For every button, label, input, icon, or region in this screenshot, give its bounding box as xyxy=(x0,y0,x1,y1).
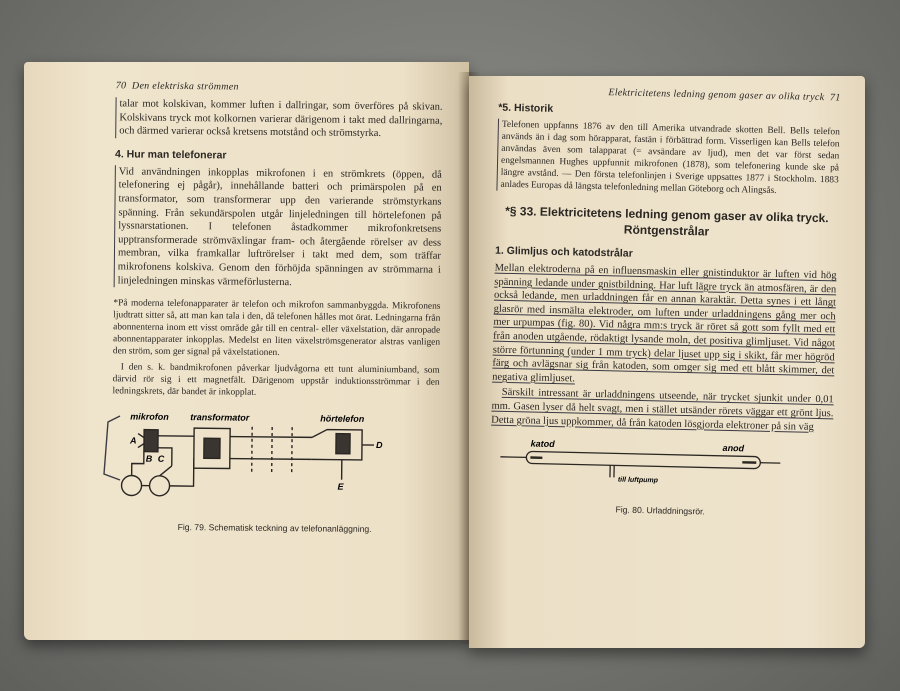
discharge-tube-svg xyxy=(490,435,791,500)
left-running-head xyxy=(116,80,443,94)
label-c: C xyxy=(157,453,165,464)
label-a: A xyxy=(129,435,137,446)
left-running-title: Den elektriska strömmen xyxy=(131,80,239,93)
label-luftpump: till luftpump xyxy=(617,476,658,485)
label-hortelefon: hörtelefon xyxy=(320,413,365,425)
left-figure-caption: Fig. 79. Schematisk teckning av telefonanläggning. xyxy=(177,522,372,535)
left-note-1: *På moderna telefonapparater är telefon och mikrofon sammanbyggda. Mikrofonens ljudtratt sitter så, att man kan tala i den, då telefonen hålles mot örat. Ledningarna från abonnenterna inom ett visst område går till en central- eller växelstation, där anropade abonnentapparater inkopplas. Medelst en liten växelströmsgenerator alstras vanligen den ström, som ger signal på växelstationen. xyxy=(112,298,441,359)
history-text: Telefonen uppfanns 1876 av den till Amerika utvandrade skotten Bell. Bells telefon används än i dag som hörapparat, fastän i förbättrad form. Visserligen kan Bells telefon användas även som talapparat (= avsändare av ljud), men det var först sedan engelsmannen Hughes uppfunnit mikrofonen (1878), som telefonering kunde ske på längre avstånd. — Den första telefonlinjen i Sverige uppsattes 1877 i Stockholm. 1883 anlades Europas då längsta telefonledning mellan Göteborg och Alingsås. xyxy=(496,119,840,199)
right-figure-caption: Fig. 80. Urladdningsrör. xyxy=(615,504,705,517)
label-katod: katod xyxy=(530,438,555,450)
glass-tube xyxy=(526,452,760,469)
battery-cell-1 xyxy=(121,476,141,496)
sub-heading: 1. Glimljus och katodstrålar xyxy=(494,244,633,260)
right-page xyxy=(469,76,865,648)
label-mikrofon: mikrofon xyxy=(130,411,169,423)
left-intro-text: talar mot kolskivan, kommer luften i dallringar, som överföres på skivan. Kolskivans tryck mot kolkornen varierar därigenom i takt med dallringarna, och därmed varierar också kretsens motstånd och strömstyrka. xyxy=(115,97,442,141)
label-e: E xyxy=(337,481,344,492)
left-page xyxy=(24,62,469,640)
battery-cell-2 xyxy=(149,476,169,496)
label-d: D xyxy=(375,440,383,451)
right-page-number: 71 xyxy=(829,92,841,104)
chapter-heading: *§ 33. Elektricitetens ledning genom gaser av olika tryck. Röntgenstrålar xyxy=(505,203,829,239)
left-section-text: Vid användningen inkopplas mikrofonen i en strömkrets (öppen, då telefonering ej pågår), innehållande batteri och primärspolen på en transformator, som transformerar upp den varierande strömstyrkans spänning. Från sekundärspolen utgår linjeledningen till hörtelefonen på lyssnarstationen. I telefonen åstadkommer mikrofonkretsens upptransformerade strömväxlingar fram- och återgående rörelser av dess membran, vilka framkallar luftrörelser i takt med dem, som träffar mikrofonens kolskiva. Genom den förhöjda spänningen av strömmarna i linjeledningen minskas värmeförlusterna. xyxy=(114,165,442,291)
microphone-shape xyxy=(144,430,158,452)
telephone-diagram xyxy=(111,407,439,534)
right-running-head xyxy=(499,85,841,104)
label-b: B xyxy=(145,453,153,464)
paragraph-2: Särskilt intressant är urladdningens utseende, när trycket sjunkit under 0,01 mm. Gasen lyser då helt svagt, men i stället utsänder rörets väggar ett grönt ljus. Detta gröna ljus uppkommer, då från katoden lösgjorda elektroner på sin väg xyxy=(491,387,834,433)
open-book xyxy=(18,62,868,647)
left-note-2: I den s. k. bandmikrofonen påverkar ljudvågorna ett tunt aluminiumband, som därvid rör sig i ett magnetfält. Därigenom uppstår induktionsströmmar i den ledningskrets, där bandet är inkopplat. xyxy=(112,362,440,398)
paragraph-1: Mellan elektroderna på en influensmaskin eller gnistinduktor är luften vid hög spänning ledande under gnistbildning. Har luft lägre tryck än atmosfären, är den också ledande, men urladdningen får en annan karaktär. Detta synes i ett långt glasrör med insmälta elektroder, om luften under urladdningens gång mer och mer urpumpas (fig. 80). Vid några mm:s tryck är röret så gott som fyllt med ett från anoden utgående, rödaktigt lysande moln, det positiva glimljuset. Vid något större förtunning (under 1 mm tryck) delar ljuset upp sig i skikt, får mer högröd färg och avlägsnar sig från katoden, som omger sig med ett blått skimmer, det negativa glimljuset. xyxy=(492,262,837,385)
label-anod: anod xyxy=(722,442,745,454)
left-section-heading: 4. Hur man telefonerar xyxy=(114,148,227,162)
left-page-number: 70 xyxy=(115,80,127,92)
telephone-diagram-svg xyxy=(111,407,422,515)
discharge-tube-diagram xyxy=(489,435,833,520)
label-transformator: transformator xyxy=(190,412,250,423)
right-running-title: Elektricitetens ledning genom gaser av olika tryck xyxy=(608,87,825,104)
history-heading: *5. Historik xyxy=(498,101,554,115)
